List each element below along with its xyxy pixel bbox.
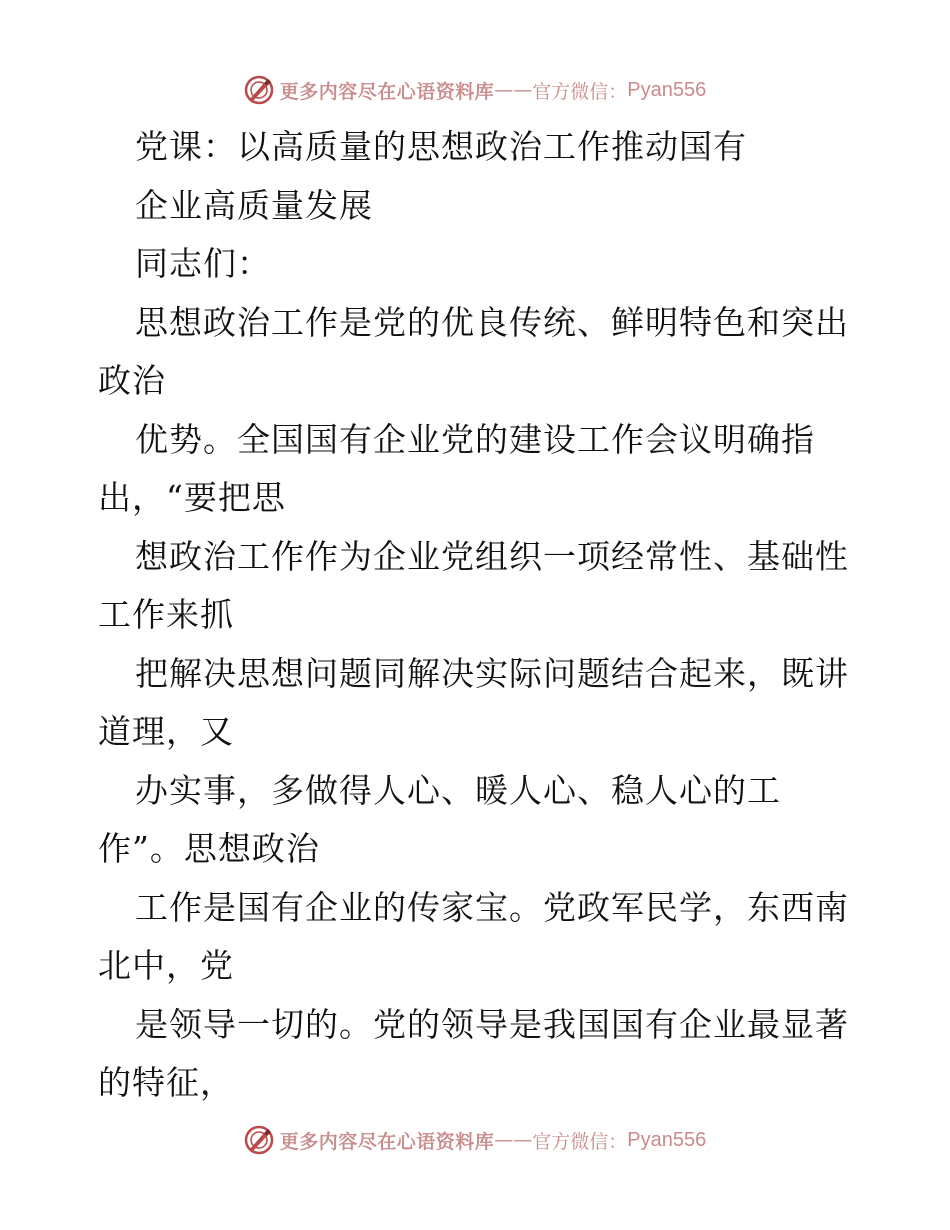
- salutation: 同志们：: [135, 244, 271, 283]
- paragraph-line: 道理，又: [98, 712, 234, 751]
- promo-text: 更多内容尽在心语资料库: [279, 80, 495, 103]
- document-body: [98, 118, 858, 1113]
- promo-text: 更多内容尽在心语资料库: [279, 1130, 495, 1153]
- paragraph-line: 政治: [98, 361, 166, 400]
- footer-banner: [0, 1120, 950, 1160]
- paragraph-line: 想政治工作作为企业党组织一项经常性、基础性: [135, 536, 849, 576]
- paragraph-line: 思想政治工作是党的优良传统、鲜明特色和突出: [135, 302, 849, 342]
- paragraph-line: 北中，党: [98, 946, 234, 985]
- banner-dash: ——: [494, 1129, 533, 1151]
- paragraph-line: 出，“要把思: [98, 478, 286, 517]
- header-banner: [0, 70, 950, 110]
- pen-logo-icon: [244, 1125, 274, 1155]
- wechat-id: Pyan556: [627, 78, 707, 101]
- paragraph-line: 把解决思想问题同解决实际问题结合起来，既讲: [135, 653, 849, 693]
- title-line-2: 企业高质量发展: [135, 185, 373, 225]
- wechat-id: Pyan556: [627, 1128, 707, 1151]
- wechat-label: 官方微信：: [532, 1130, 628, 1153]
- title-line-1: 党课：以高质量的思想政治工作推动国有: [135, 127, 747, 166]
- paragraph-line: 办实事，多做得人心、暖人心、稳人心的工: [135, 770, 781, 810]
- paragraph-line: 是领导一切的。党的领导是我国国有企业最显著: [135, 1004, 849, 1044]
- pen-logo-icon: [244, 75, 274, 105]
- wechat-label: 官方微信：: [532, 80, 628, 103]
- paragraph-line: 的特征，: [98, 1063, 234, 1102]
- paragraph-line: 工作来抓: [98, 595, 234, 634]
- banner-dash: ——: [494, 79, 533, 101]
- paragraph-line: 优势。全国国有企业党的建设工作会议明确指: [135, 419, 815, 459]
- paragraph-line: 工作是国有企业的传家宝。党政军民学，东西南: [135, 887, 849, 927]
- paragraph-line: 作”。思想政治: [98, 829, 320, 868]
